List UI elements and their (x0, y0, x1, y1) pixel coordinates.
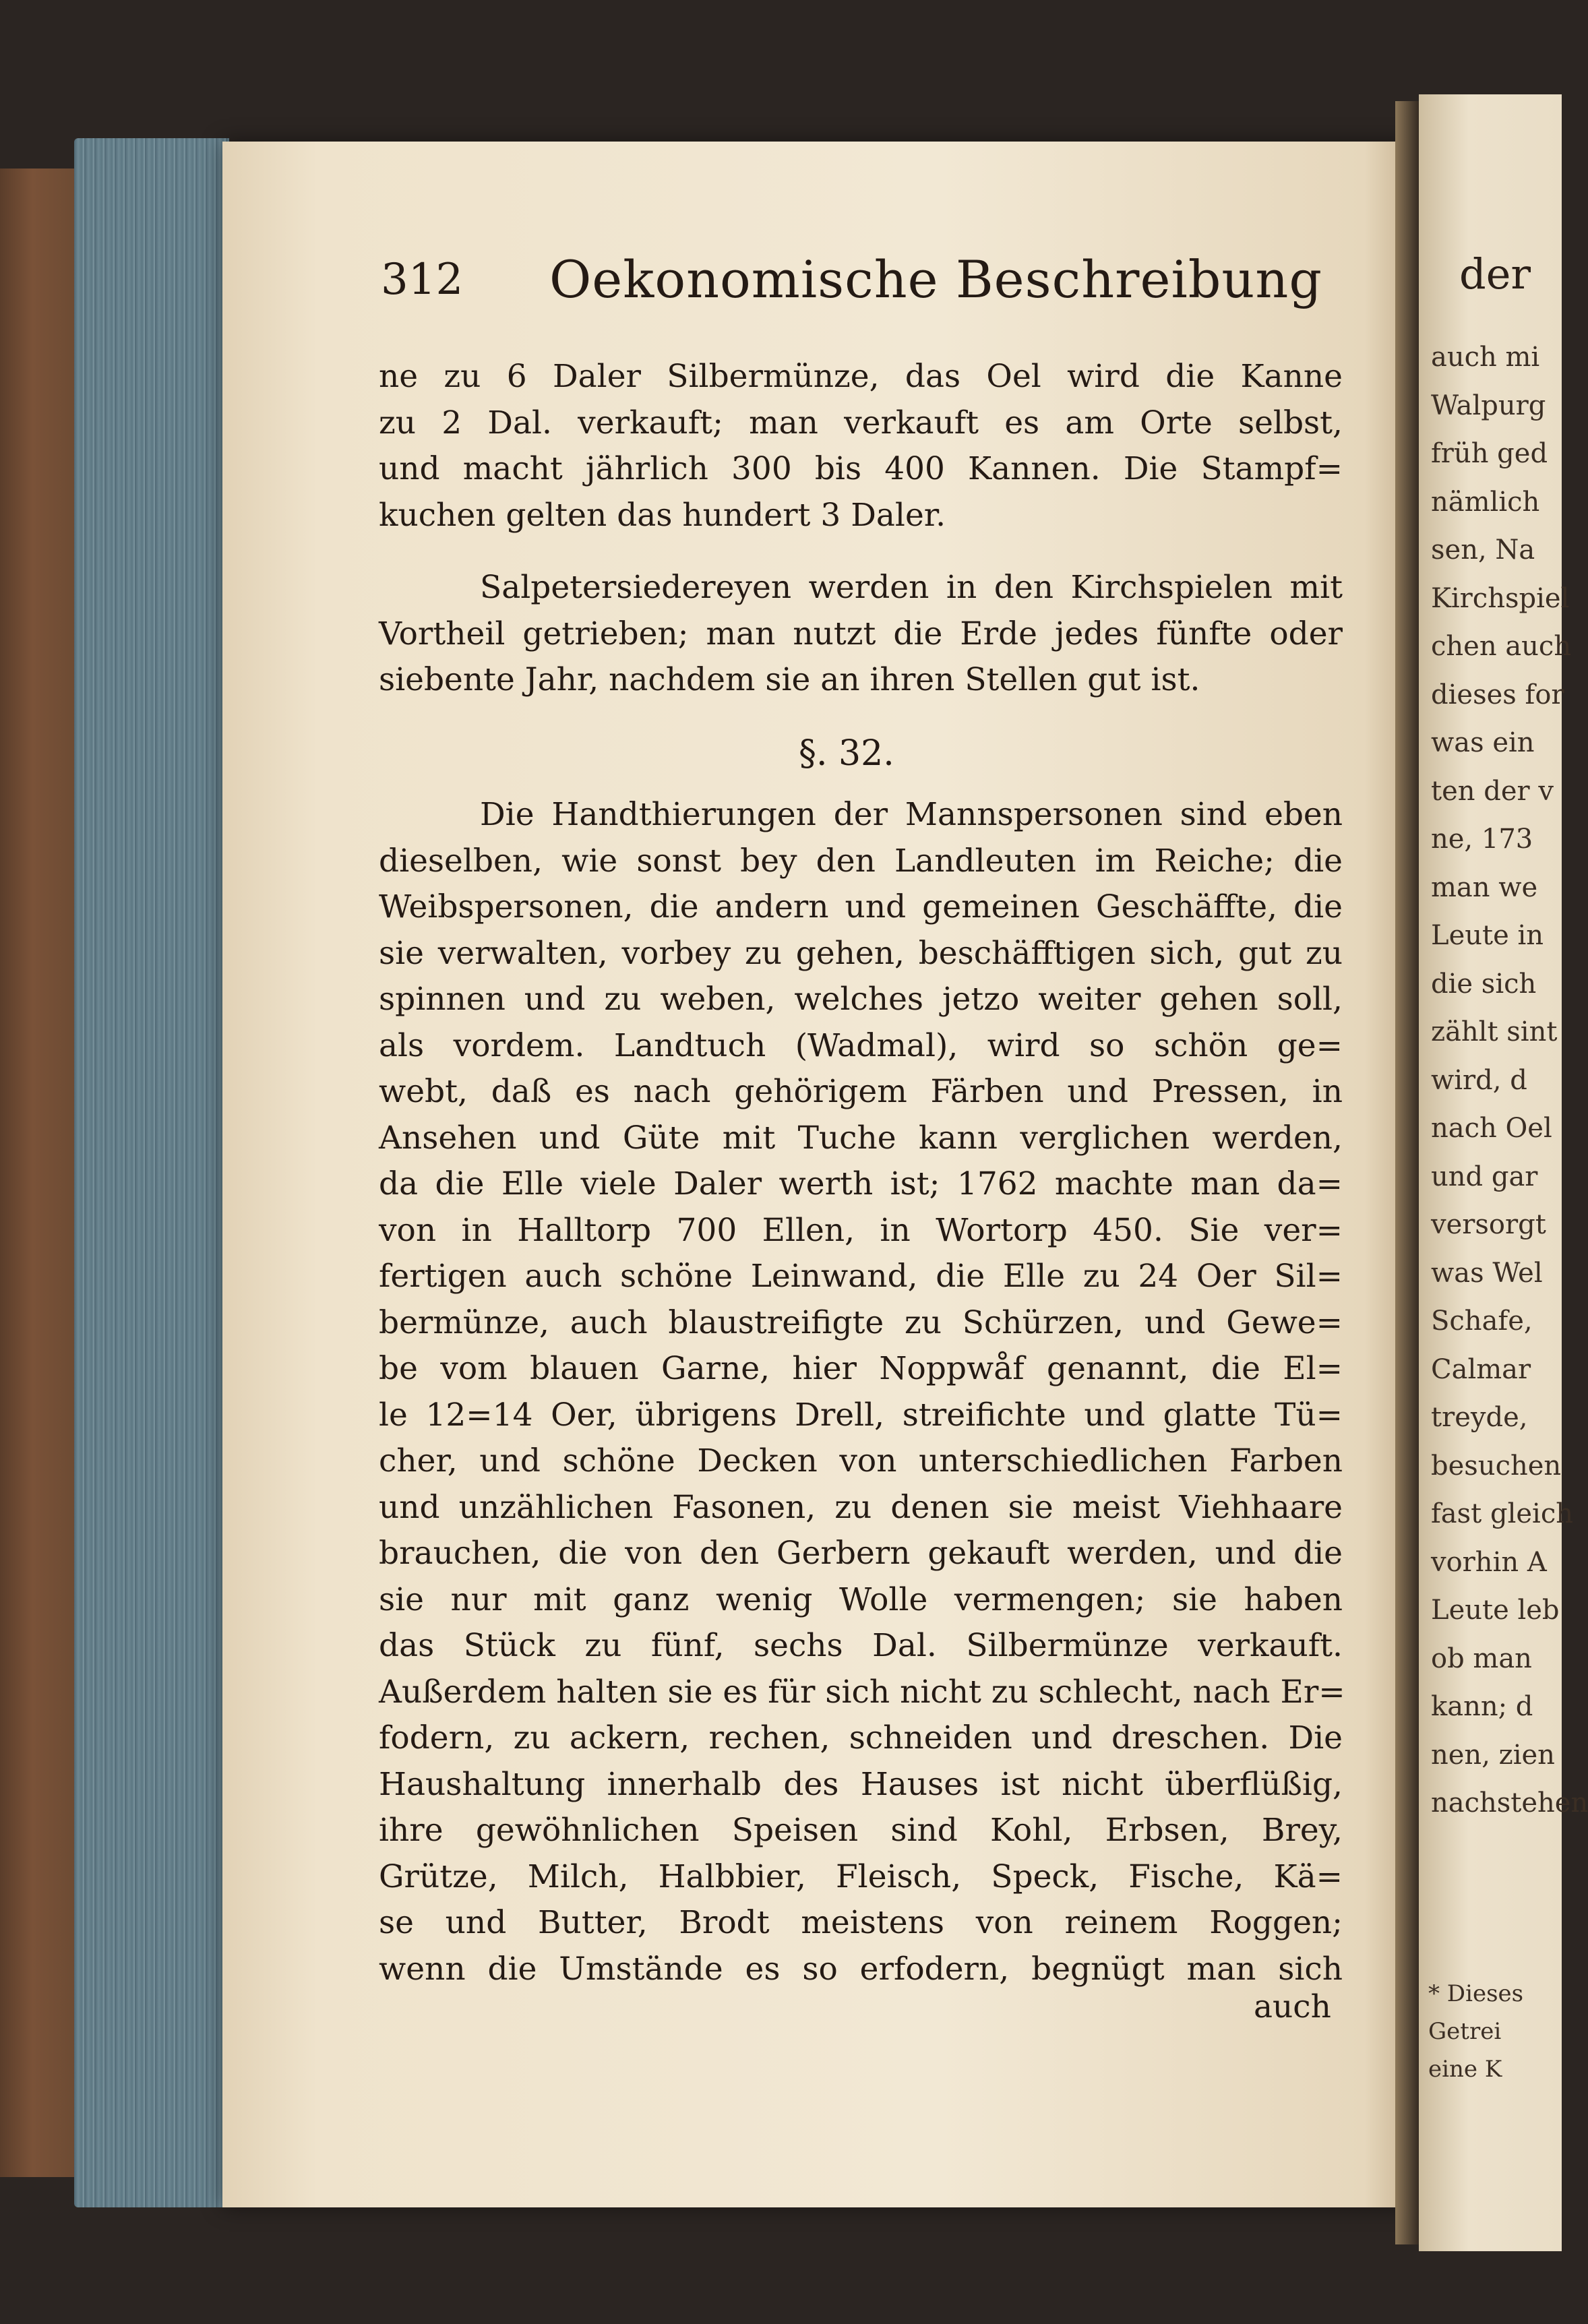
text-line: le 12=14 Oer, übrigens Drell, streifichte und glatte Tü= (379, 1396, 1343, 1434)
facing-line: auch mi (1431, 342, 1540, 373)
facing-note-line: Getrei (1428, 2018, 1502, 2045)
text-line: Vortheil getrieben; man nutzt die Erde jedes fünfte oder (379, 615, 1343, 652)
facing-footnote (1428, 1975, 1523, 2088)
text-line: dieselben, wie sonst bey den Landleuten im Reiche; die (379, 842, 1343, 880)
facing-page (1419, 94, 1588, 2251)
text-line: Salpetersiedereyen werden in den Kirchspielen mit (480, 569, 1343, 606)
text-line: Grütze, Milch, Halbbier, Fleisch, Speck, Fische, Kä= (379, 1858, 1343, 1895)
text-line: Ansehen und Güte mit Tuche kann verglichen werden, (379, 1119, 1343, 1157)
facing-line: Leute leb (1431, 1595, 1560, 1626)
facing-line: was ein (1431, 727, 1535, 758)
facing-note-line: eine K (1428, 2056, 1502, 2083)
text-line: Weibspersonen, die andern und gemeinen Geschäffte, die (379, 888, 1343, 925)
facing-line: Kirchspiel (1431, 582, 1570, 614)
text-line: Außerdem halten sie es für sich nicht zu schlecht, nach Er= (379, 1673, 1345, 1711)
text-line: Die Handthierungen der Mannspersonen sind eben (480, 796, 1343, 833)
facing-line: wird, d (1431, 1064, 1527, 1096)
facing-line: die sich (1431, 968, 1537, 1000)
text-line: das Stück zu fünf, sechs Dal. Silbermünze verkauft. (379, 1627, 1343, 1664)
paragraph-3 (379, 792, 1343, 1992)
text-line: brauchen, die von den Gerbern gekauft werden, und die (379, 1535, 1343, 1572)
paragraph-1 (379, 354, 1343, 539)
text-line: webt, daß es nach gehörigem Färben und Pressen, in (379, 1073, 1343, 1110)
text-line: be vom blauen Garne, hier Noppwåf genannt, die El= (379, 1350, 1343, 1387)
paragraph-2 (379, 565, 1343, 704)
running-head: Oekonomische Beschreibung (549, 249, 1322, 309)
text-line: fertigen auch schöne Leinwand, die Elle zu 24 Oer Sil= (379, 1258, 1343, 1295)
text-line: von in Halltorp 700 Ellen, in Wortorp 450. Sie ver= (379, 1211, 1343, 1249)
facing-line: kann; d (1431, 1691, 1533, 1722)
facing-line: was Wel (1431, 1257, 1543, 1289)
text-line: bermünze, auch blaustreifigte zu Schürzen, und Gewe= (379, 1304, 1343, 1341)
facing-line: nach Oel (1431, 1113, 1552, 1144)
facing-line: nämlich (1431, 486, 1540, 518)
facing-line: man we (1431, 872, 1538, 903)
text-line: ne zu 6 Daler Silbermünze, das Oel wird die Kanne (379, 358, 1343, 395)
facing-line: ob man (1431, 1643, 1532, 1674)
text-line: als vordem. Landtuch (Wadmal), wird so schön ge= (379, 1027, 1343, 1064)
facing-line: und gar (1431, 1161, 1538, 1192)
text-line: da die Elle viele Daler werth ist; 1762 machte man da= (379, 1165, 1343, 1202)
text-line: Haushaltung innerhalb des Hauses ist nicht überflüßig, (379, 1765, 1343, 1803)
facing-line: Calmar (1431, 1353, 1531, 1385)
text-line: sie nur mit ganz wenig Wolle vermengen; sie haben (379, 1581, 1343, 1618)
text-line: wenn die Umstände es so erfodern, begnügt man sich (379, 1950, 1343, 1988)
text-line: und macht jährlich 300 bis 400 Kannen. Die Stampf= (379, 450, 1343, 487)
facing-line: früh ged (1431, 438, 1548, 469)
book-cover-edge (0, 169, 81, 2177)
catchword: auch (1254, 1988, 1331, 2025)
facing-line: ten der v (1431, 775, 1554, 807)
text-line: spinnen und zu weben, welches jetzo weiter gehen soll, (379, 981, 1343, 1018)
text-line: siebente Jahr, nachdem sie an ihren Stellen gut ist. (379, 661, 1200, 698)
text-line: zu 2 Dal. verkauft; man verkauft es am Orte selbst, (379, 404, 1343, 441)
text-line: se und Butter, Brodt meistens von reinem Roggen; (379, 1904, 1343, 1941)
facing-line: fast gleich (1431, 1498, 1573, 1529)
text-line: kuchen gelten das hundert 3 Daler. (379, 496, 946, 534)
facing-text-column (1431, 334, 1588, 1828)
facing-line: sen, Na (1431, 534, 1535, 565)
facing-line: besuchen (1431, 1450, 1562, 1481)
facing-line: nen, zien (1431, 1739, 1555, 1771)
text-line: ihre gewöhnlichen Speisen sind Kohl, Erbsen, Brey, (379, 1812, 1343, 1849)
facing-line: chen auch (1431, 631, 1572, 662)
facing-line: zählt sint (1431, 1016, 1558, 1047)
text-line: cher, und schöne Decken von unterschiedlichen Farben (379, 1442, 1343, 1479)
facing-line: Walpurg (1431, 390, 1546, 421)
text-line: sie verwalten, vorbey zu gehen, beschäfftigen sich, gut zu (379, 934, 1343, 972)
text-line: fodern, zu ackern, rechen, schneiden und dreschen. Die (379, 1719, 1343, 1756)
facing-line: Schafe, (1431, 1306, 1533, 1337)
section-number: §. 32. (799, 733, 894, 774)
facing-note-line: * Dieses (1428, 1980, 1524, 2007)
facing-line: Leute in (1431, 920, 1544, 951)
facing-line: dieses for (1431, 679, 1564, 710)
facing-line: versorgt (1431, 1209, 1546, 1240)
text-line: und unzählichen Fasonen, zu denen sie meist Viehhaare (379, 1488, 1343, 1526)
facing-line: ne, 173 (1431, 824, 1533, 855)
facing-line: vorhin A (1431, 1546, 1547, 1578)
page-stack-edge (74, 138, 229, 2207)
page-number: 312 (381, 255, 464, 305)
facing-line: nachstehen (1431, 1787, 1588, 1818)
facing-running-head: der (1459, 249, 1531, 299)
facing-line: treyde, (1431, 1402, 1528, 1433)
